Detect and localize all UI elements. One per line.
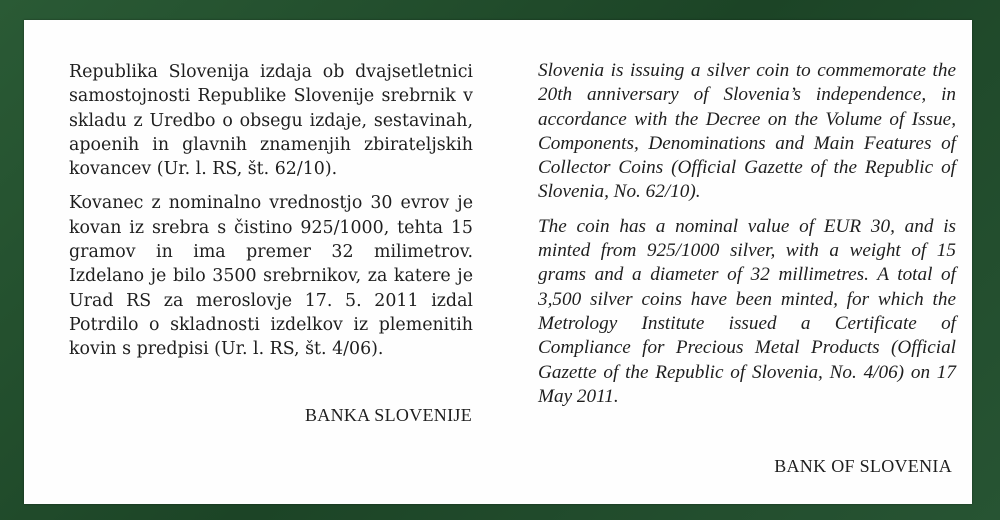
slovenian-text-column [69,60,473,372]
english-signature: BANK OF SLOVENIA [774,456,952,476]
english-text-column [538,59,956,419]
slovenian-paragraph-1: Republika Slovenija izdaja ob dvajsetletnici samostojnosti Republike Slovenije srebrnik v skladu z Uredbo o obsegu izdaje, sestavinah, apoenih in glavnih znamenjih zbirateljskih kovancev (Ur. l. RS, št. 62/10). [69,62,473,180]
slovenian-paragraph-2: Kovanec z nominalno vrednostjo 30 evrov je kovan iz srebra s čistino 925/1000, tehta 15 gramov in ima premer 32 milimetrov. Izdelano je bilo 3500 srebrnikov, za katere je Urad RS za meroslovje 17. 5. 2011 izdal Potrdilo o skladnosti izdelkov iz plemenitih kovin s predpisi (Ur. l. RS, št. 4/06). [69,193,473,360]
english-paragraph-2: The coin has a nominal value of EUR 30, and is minted from 925/1000 silver, with a weight of 15 grams and a diameter of 32 millimetres. A total of 3,500 silver coins have been minted, for which the Metrology Institute issued a Certificate of Compliance for Precious Metal Products (Official Gazette of the Republic of Slovenia, No. 4/06) on 17 May 2011. [538,215,956,407]
certificate-card [24,20,972,504]
slovenian-signature: BANKA SLOVENIJE [304,405,472,425]
english-paragraph-1: Slovenia is issuing a silver coin to commemorate the 20th anniversary of Slovenia’s independence, in accordance with the Decree on the Volume of Issue, Components, Denominations and Main Features of Collector Coins (Official Gazette of the Republic of Slovenia, No. 62/10). [538,60,956,203]
